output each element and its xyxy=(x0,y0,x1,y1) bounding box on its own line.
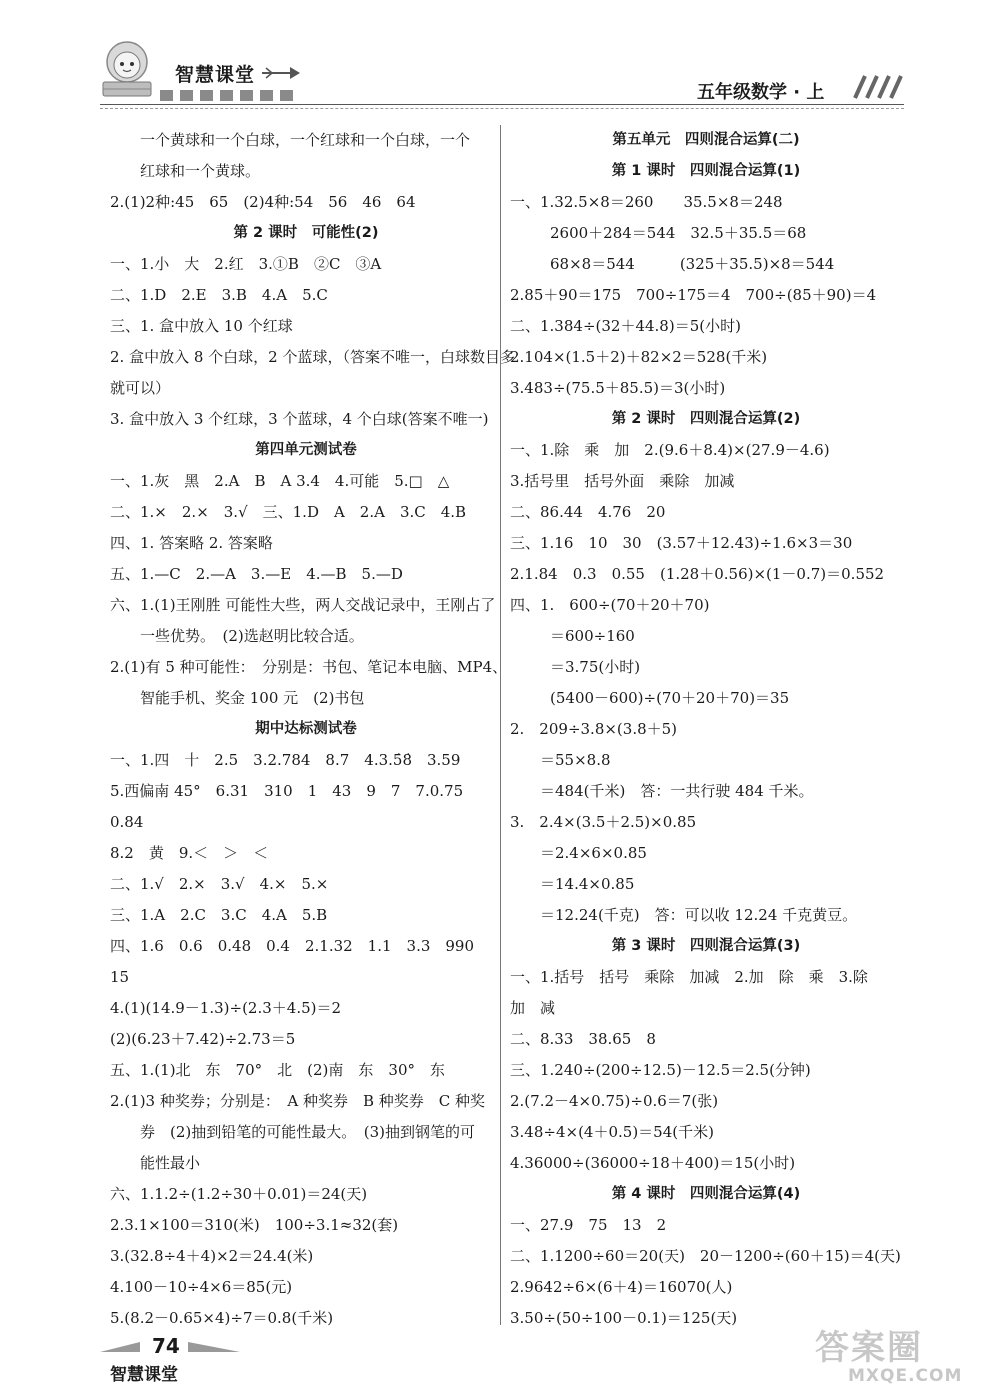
answer-line: 三、1.240÷(200÷12.5)－12.5＝2.5(分钟) xyxy=(510,1061,811,1079)
answer-line: ＝600÷160 xyxy=(550,627,635,645)
answer-line: 5.西偏南 45° 6.31 310 1 43 9 7 7.0.75 xyxy=(110,782,464,800)
answer-line: 3.50÷(50÷100－0.1)＝125(天) xyxy=(510,1309,738,1327)
footer-brand: 智慧课堂 xyxy=(110,1365,178,1385)
answer-line: 三、1.A 2.C 3.C 4.A 5.B xyxy=(110,906,328,924)
answer-line: 四、1.6 0.6 0.48 0.4 2.1.32 1.1 3.3 990 xyxy=(110,937,475,955)
section-heading: 第 4 课时 四则混合运算(4) xyxy=(611,1186,801,1202)
right-column xyxy=(510,125,902,1334)
header-dashed-rule xyxy=(100,108,904,109)
section-heading: 第四单元测试卷 xyxy=(255,442,357,458)
answer-line: 3.(32.8÷4＋4)×2＝24.4(米) xyxy=(110,1247,314,1265)
answer-line: 一、1.小 大 2.红 3.①B ②C ③A xyxy=(110,255,382,273)
answer-line: ＝12.24(千克) 答：可以收 12.24 千克黄豆。 xyxy=(540,906,858,924)
answer-line: 一、27.9 75 13 2 xyxy=(510,1216,667,1234)
answer-line: 2.3.1×100＝310(米) 100÷3.1≈32(套) xyxy=(110,1216,399,1234)
answer-line: ＝55×8.8 xyxy=(540,751,611,769)
grade-label: 五年级数学 · 上 xyxy=(697,82,825,103)
answer-line: ＝484(千米) 答：一共行驶 484 千米。 xyxy=(540,782,814,800)
answer-line: ＝2.4×6×0.85 xyxy=(540,844,647,862)
answer-line: 券 (2)抽到铅笔的可能性最大。 (3)抽到钢笔的可 xyxy=(140,1123,475,1141)
answer-line: 2. 盒中放入 8 个白球，2 个蓝球，（答案不唯一，白球数目多 xyxy=(110,348,515,366)
answer-line: 3. 2.4×(3.5＋2.5)×0.85 xyxy=(510,813,697,831)
answer-line: 3.括号里 括号外面 乘除 加减 xyxy=(510,472,735,490)
answer-line: 2600＋284＝544 32.5＋35.5＝68 xyxy=(550,224,807,242)
page-header xyxy=(0,0,1000,120)
answer-line: 二、1.× 2.× 3.√ 三、1.D A 2.A 3.C 4.B xyxy=(110,503,467,521)
answer-line: 2. 209÷3.8×(3.8＋5) xyxy=(510,720,678,738)
answer-line: 四、1. 答案略 2. 答案略 xyxy=(110,534,273,552)
answer-line: 2.1.84 0.3 0.55 (1.28＋0.56)×(1－0.7)＝0.552 xyxy=(510,565,885,583)
answer-line: 一、1.四 十 2.5 3.2.784 8.7 4.3.5̇8̇ 3.59 xyxy=(110,751,461,769)
answer-line: 六、1.(1)王刚胜 可能性大些，两人交战记录中，王刚占了 xyxy=(110,596,496,614)
answer-line: 三、1.16 10 30 (3.57＋12.43)÷1.6×3＝30 xyxy=(510,534,853,552)
watermark xyxy=(810,1320,980,1390)
answer-line: 二、1.D 2.E 3.B 4.A 5.C xyxy=(110,286,328,304)
answer-line: 3.48÷4×(4＋0.5)＝54(千米) xyxy=(510,1123,714,1141)
answer-line: 六、1.1.2÷(1.2÷30＋0.01)＝24(天) xyxy=(110,1185,368,1203)
slashes-icon xyxy=(845,74,903,100)
answer-line: 2.104×(1.5＋2)＋82×2＝528(千米) xyxy=(510,348,768,366)
answer-line: 就可以） xyxy=(110,379,171,397)
answer-line: 二、1.√ 2.× 3.√ 4.× 5.× xyxy=(110,875,329,893)
answer-line: 五、1.(1)北 东 70° 北 (2)南 东 30° 东 xyxy=(110,1061,445,1079)
answer-line: 2.85＋90＝175 700÷175＝4 700÷(85＋90)＝4 xyxy=(510,286,877,304)
answer-line: ＝3.75(小时) xyxy=(550,658,641,676)
answer-line: 四、1. 600÷(70＋20＋70) xyxy=(510,596,710,614)
section-heading: 第 2 课时 四则混合运算(2) xyxy=(611,411,801,427)
section-heading: 第 3 课时 四则混合运算(3) xyxy=(611,938,801,954)
answer-line: 一个黄球和一个白球，一个红球和一个白球，一个 xyxy=(140,131,471,149)
answer-line: 一、1.除 乘 加 2.(9.6＋8.4)×(27.9－4.6) xyxy=(510,441,830,459)
decorative-squares xyxy=(160,90,293,101)
answer-line: 4.100－10÷4×6＝85(元) xyxy=(110,1278,293,1296)
page-number: 74 xyxy=(152,1334,180,1358)
answer-line: (2)(6.23＋7.42)÷2.73＝5 xyxy=(110,1030,296,1048)
answer-line: 二、1.1200÷60＝20(天) 20－1200÷(60＋15)＝4(天) xyxy=(510,1247,901,1265)
answer-line: 二、8.33 38.65 8 xyxy=(510,1030,656,1048)
answer-line: 加 减 xyxy=(510,999,556,1017)
answer-line: 4.(1)(14.9－1.3)÷(2.3＋4.5)＝2 xyxy=(110,999,342,1017)
brand-title: 智慧课堂 xyxy=(175,64,256,86)
answer-line: 一、1.灰 黑 2.A B A 3.4 4.可能 5.□ △ xyxy=(110,472,450,490)
answer-line: 0.84 xyxy=(110,813,144,831)
answer-line: 三、1. 盒中放入 10 个红球 xyxy=(110,317,293,335)
answer-line: 智能手机、奖金 100 元 (2)书包 xyxy=(140,689,365,707)
answer-line: 2.(1)有 5 种可能性： 分别是：书包、笔记本电脑、MP4、 xyxy=(110,658,508,676)
page-footer xyxy=(100,1330,240,1390)
answer-line: ＝14.4×0.85 xyxy=(540,875,635,893)
answer-line: 一、1.32.5×8＝260 35.5×8＝248 xyxy=(510,193,783,211)
section-heading: 期中达标测试卷 xyxy=(255,721,357,737)
header-rule xyxy=(100,104,904,105)
answer-line: 能性最小 xyxy=(140,1154,201,1172)
arrow-right-icon xyxy=(262,66,300,80)
answer-line: 15 xyxy=(110,968,130,986)
answer-line: 五、1.—C 2.—A 3.—E 4.—B 5.—D xyxy=(110,565,403,583)
answer-line: 2.(1)2种:45 65 (2)4种:54 56 46 64 xyxy=(110,193,416,211)
answer-line: 2.(1)3 种奖券；分别是： A 种奖券 B 种奖券 C 种奖 xyxy=(110,1092,486,1110)
answer-line: (5400－600)÷(70＋20＋70)＝35 xyxy=(550,689,790,707)
answer-line: 4.36000÷(36000÷18＋400)＝15(小时) xyxy=(510,1154,796,1172)
answer-line: 3.483÷(75.5＋85.5)＝3(小时) xyxy=(510,379,726,397)
answer-line: 3. 盒中放入 3 个红球，3 个蓝球，4 个白球(答案不唯一) xyxy=(110,410,489,428)
watermark-logo-text: 答案圈 xyxy=(815,1328,923,1368)
section-heading: 第 1 课时 四则混合运算(1) xyxy=(611,163,801,179)
answer-line: 红球和一个黄球。 xyxy=(140,162,261,180)
answer-line: 2.(7.2－4×0.75)÷0.6＝7(张) xyxy=(510,1092,719,1110)
answer-line: 一、1.括号 括号 乘除 加减 2.加 除 乘 3.除 xyxy=(510,968,868,986)
answer-line: 2.9642÷6×(6＋4)＝16070(人) xyxy=(510,1278,733,1296)
answer-line: 二、1.384÷(32＋44.8)＝5(小时) xyxy=(510,317,741,335)
answer-line: 68×8＝544 (325＋35.5)×8＝544 xyxy=(550,255,835,273)
answer-line: 5.(8.2－0.65×4)÷7＝0.8(千米) xyxy=(110,1309,334,1327)
mascot-girl-icon xyxy=(95,38,159,100)
watermark-url: MXQE.COM xyxy=(848,1366,963,1386)
section-heading: 第五单元 四则混合运算(二) xyxy=(612,132,800,148)
section-heading: 第 2 课时 可能性(2) xyxy=(233,225,379,241)
answer-line: 8.2 黄 9.＜ ＞ ＜ xyxy=(110,844,269,862)
answer-line: 一些优势。 (2)选赵明比较合适。 xyxy=(140,627,364,645)
answer-line: 二、86.44 4.76 20 xyxy=(510,503,666,521)
left-column xyxy=(110,125,515,1334)
